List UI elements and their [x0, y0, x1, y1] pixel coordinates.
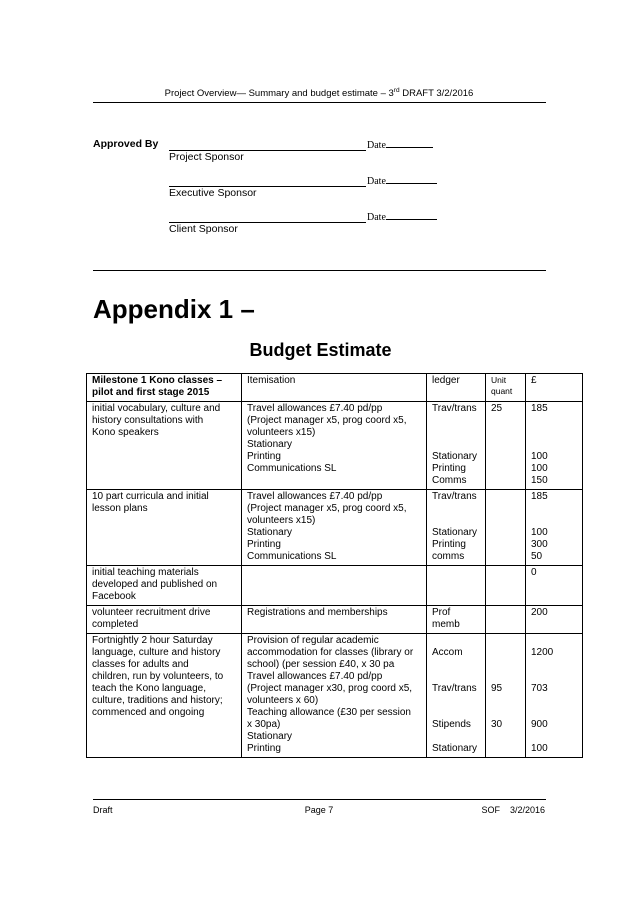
itemisation-cell — [242, 606, 427, 634]
cell-line — [531, 515, 577, 527]
date-field-project-sponsor — [367, 140, 433, 151]
cell-line — [432, 671, 480, 683]
header-unit-quant: Unit quant — [486, 374, 526, 402]
cell-line: 100 — [531, 451, 548, 462]
cell-line: comms — [432, 551, 465, 562]
cell-line — [432, 515, 480, 527]
cell-line: Stationary — [247, 439, 293, 450]
cell-line — [491, 647, 520, 659]
cell-line: Stationary — [432, 451, 478, 462]
unit-quant-cell — [486, 634, 526, 758]
date-field-client-sponsor — [367, 212, 437, 223]
table-header-row — [87, 374, 583, 402]
cell-line: 703 — [531, 683, 548, 694]
cell-line: Communications SL — [247, 463, 337, 474]
itemisation-cell — [242, 566, 427, 606]
cell-line — [432, 695, 480, 707]
header-superscript: rd — [393, 86, 400, 94]
cell-line: Prof — [432, 607, 451, 618]
date-field-executive-sponsor — [367, 176, 437, 187]
cell-line: memb — [432, 619, 460, 630]
cell-line — [432, 427, 480, 439]
approved-by-label: Approved By — [93, 138, 159, 150]
header-milestone: Milestone 1 Kono classes – pilot and first stage 2015 — [87, 374, 242, 402]
running-header — [0, 88, 638, 100]
cell-line: 100 — [531, 463, 548, 474]
unit-quant-cell — [486, 606, 526, 634]
cell-line: volunteer recruitment drive — [92, 607, 211, 618]
header-text-tail: DRAFT 3/2/2016 — [399, 88, 474, 99]
cell-line: Stationary — [432, 743, 478, 754]
header-ledger: ledger — [427, 374, 486, 402]
cell-line: children, run by volunteers, to — [92, 671, 224, 682]
cell-line: teach the Kono language, — [92, 683, 206, 694]
cell-line: 10 part curricula and initial — [92, 491, 209, 502]
budget-estimate-heading: Budget Estimate — [249, 340, 392, 360]
ledger-cell — [427, 566, 486, 606]
cell-line — [491, 671, 520, 683]
cell-line: 95 — [491, 683, 503, 694]
cell-line: 200 — [531, 607, 548, 618]
budget-table — [86, 373, 583, 758]
signatory-role-executive-sponsor: Executive Sponsor — [169, 187, 257, 199]
header-itemisation: Itemisation — [242, 374, 427, 402]
cell-line: x 30pa) — [247, 719, 281, 730]
cell-line: initial teaching materials — [92, 567, 199, 578]
itemisation-cell — [242, 634, 427, 758]
amount-cell — [526, 566, 583, 606]
cell-line: Registrations and memberships — [247, 607, 388, 618]
cell-line: culture, traditions and history; — [92, 695, 223, 706]
cell-line: Trav/trans — [432, 683, 477, 694]
cell-line: classes for adults and — [92, 659, 189, 670]
cell-line — [491, 659, 520, 671]
footer-rule — [93, 799, 546, 800]
milestone-cell — [87, 634, 242, 758]
cell-line: volunteers x15) — [247, 427, 316, 438]
date-line — [386, 147, 433, 148]
cell-line: Kono speakers — [92, 427, 159, 438]
cell-line: Stipends — [432, 719, 471, 730]
cell-line: 300 — [531, 539, 548, 550]
cell-line: completed — [92, 619, 139, 630]
cell-line — [531, 415, 577, 427]
cell-line: Stationary — [247, 731, 293, 742]
header-rule — [93, 102, 546, 103]
cell-line: Provision of regular academic — [247, 635, 379, 646]
table-row — [87, 402, 583, 490]
cell-line: Travel allowances £7.40 pd/pp — [247, 671, 383, 682]
cell-line — [491, 635, 520, 647]
milestone-cell — [87, 606, 242, 634]
milestone-cell — [87, 490, 242, 566]
ledger-cell — [427, 634, 486, 758]
table-row — [87, 566, 583, 606]
cell-line: 150 — [531, 475, 548, 486]
cell-line — [432, 503, 480, 515]
cell-line — [432, 415, 480, 427]
date-label: Date — [367, 176, 386, 187]
cell-line: school) (per session £40, x 30 pa — [247, 659, 395, 670]
cell-line: accommodation for classes (library or — [247, 647, 414, 658]
unit-quant-cell — [486, 402, 526, 490]
cell-line — [531, 707, 577, 719]
cell-line: initial vocabulary, culture and — [92, 403, 221, 414]
date-line — [386, 219, 437, 220]
table-row — [87, 606, 583, 634]
cell-line — [491, 707, 520, 719]
amount-cell — [526, 490, 583, 566]
cell-line: Travel allowances £7.40 pd/pp — [247, 491, 383, 502]
cell-line — [531, 427, 577, 439]
amount-cell — [526, 634, 583, 758]
amount-cell — [526, 402, 583, 490]
unit-quant-cell — [486, 566, 526, 606]
cell-line: Comms — [432, 475, 467, 486]
cell-line: language, culture and history — [92, 647, 221, 658]
cell-line: Printing — [247, 743, 281, 754]
header-amount: £ — [526, 374, 583, 402]
cell-line: 100 — [531, 743, 548, 754]
signatory-role-project-sponsor: Project Sponsor — [169, 151, 244, 163]
date-label: Date — [367, 212, 386, 223]
cell-line: 100 — [531, 527, 548, 538]
cell-line: 1200 — [531, 647, 554, 658]
cell-line: 30 — [491, 719, 503, 730]
cell-line: lesson plans — [92, 503, 148, 514]
table-row — [87, 634, 583, 758]
ledger-cell — [427, 490, 486, 566]
cell-line — [531, 731, 577, 743]
cell-line — [531, 671, 577, 683]
cell-line: Printing — [432, 539, 466, 550]
cell-line: 900 — [531, 719, 548, 730]
cell-line: developed and published on — [92, 579, 218, 590]
cell-line — [531, 659, 577, 671]
cell-line: history consultations with — [92, 415, 204, 426]
cell-line: Trav/trans — [432, 403, 477, 414]
cell-line — [531, 439, 577, 451]
footer-right: SOF 3/2/2016 — [481, 805, 545, 815]
amount-cell — [526, 606, 583, 634]
cell-line: Teaching allowance (£30 per session — [247, 707, 411, 718]
milestone-cell — [87, 566, 242, 606]
cell-line — [432, 659, 480, 671]
itemisation-cell — [242, 490, 427, 566]
cell-line: Printing — [432, 463, 466, 474]
date-line — [386, 183, 437, 184]
milestone-cell — [87, 402, 242, 490]
cell-line: (Project manager x30, prog coord x5, — [247, 683, 413, 694]
signatory-role-client-sponsor: Client Sponsor — [169, 223, 238, 235]
cell-line: Stationary — [247, 527, 293, 538]
date-label: Date — [367, 140, 386, 151]
cell-line — [432, 439, 480, 451]
cell-line: volunteers x15) — [247, 515, 316, 526]
cell-line: Facebook — [92, 591, 136, 602]
cell-line: 50 — [531, 551, 543, 562]
cell-line: 25 — [491, 403, 503, 414]
cell-line: 185 — [531, 491, 548, 502]
cell-line: Stationary — [432, 527, 478, 538]
cell-line — [491, 695, 520, 707]
cell-line — [432, 731, 480, 743]
table-row — [87, 490, 583, 566]
cell-line — [531, 503, 577, 515]
cell-line — [531, 635, 577, 647]
ledger-cell — [427, 606, 486, 634]
ledger-cell — [427, 402, 486, 490]
cell-line: commenced and ongoing — [92, 707, 205, 718]
section-rule — [93, 270, 546, 271]
cell-line: Printing — [247, 451, 281, 462]
cell-line: Printing — [247, 539, 281, 550]
cell-line: volunteers x 60) — [247, 695, 319, 706]
appendix-heading: Appendix 1 – — [93, 294, 255, 324]
cell-line: Trav/trans — [432, 491, 477, 502]
header-text: Project Overview— Summary and budget estimate – 3 — [164, 88, 394, 99]
cell-line — [531, 695, 577, 707]
cell-line — [432, 707, 480, 719]
cell-line — [432, 635, 480, 647]
cell-line: (Project manager x5, prog coord x5, — [247, 503, 407, 514]
cell-line: Accom — [432, 647, 463, 658]
cell-line: Fortnightly 2 hour Saturday — [92, 635, 213, 646]
unit-quant-cell — [486, 490, 526, 566]
itemisation-cell — [242, 402, 427, 490]
cell-line: 185 — [531, 403, 548, 414]
footer-left: Draft — [93, 805, 113, 815]
cell-line: (Project manager x5, prog coord x5, — [247, 415, 407, 426]
cell-line: Travel allowances £7.40 pd/pp — [247, 403, 383, 414]
footer-page-number: Page 7 — [304, 805, 334, 815]
cell-line: Communications SL — [247, 551, 337, 562]
cell-line: 0 — [531, 567, 537, 578]
